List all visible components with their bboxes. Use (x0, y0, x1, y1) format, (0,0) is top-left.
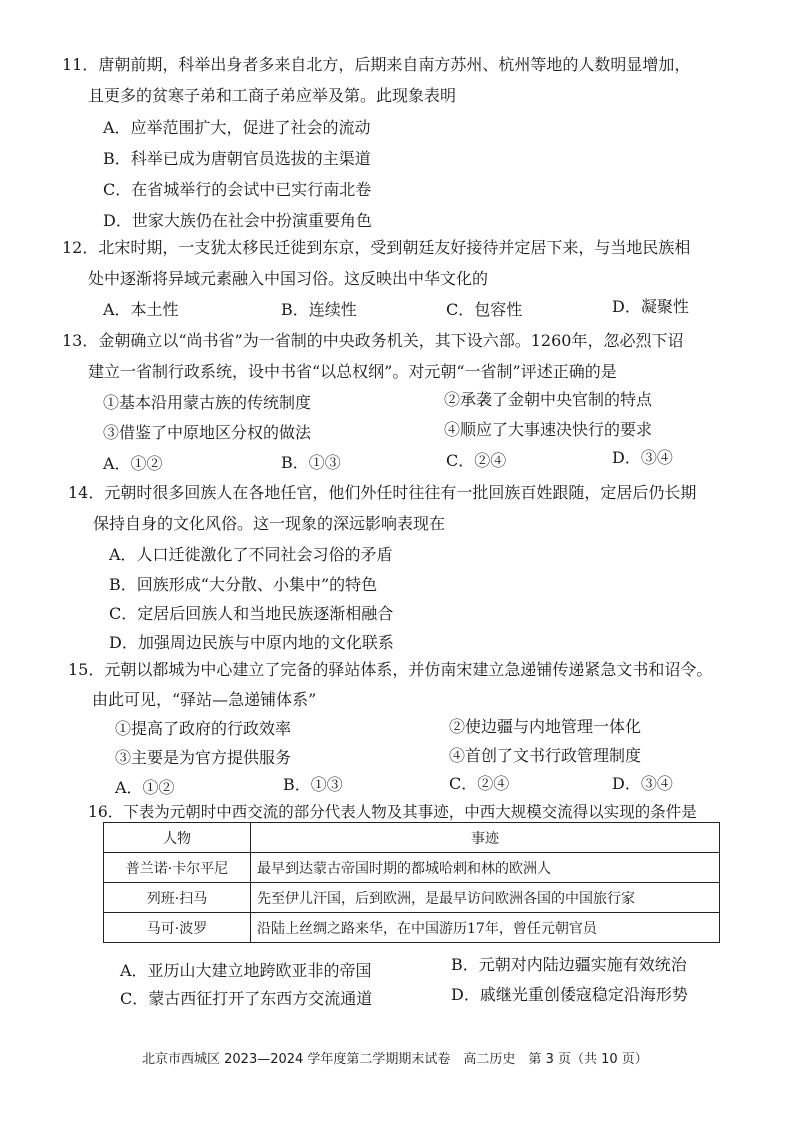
q15-option-b: B．①③ (283, 775, 343, 794)
q15-option-a: A．①② (115, 778, 175, 797)
q15-item-3: ③主要是为官方提供服务 (115, 748, 292, 767)
q14-option-b: B．回族形成“大分散、小集中”的特色 (109, 575, 378, 594)
q12-option-b: B．连续性 (281, 300, 357, 319)
q12-stem-line2: 处中逐渐将异域元素融入中国习俗。这反映出中华文化的 (88, 269, 489, 288)
q15-option-d: D．③④ (612, 774, 673, 793)
q13-item-1: ①基本沿用蒙古族的传统制度 (103, 393, 312, 412)
q12-option-c: C．包容性 (446, 300, 523, 319)
q16-table (103, 822, 720, 943)
q16-option-c: C．蒙古西征打开了东西方交流通道 (120, 989, 373, 1008)
table-row (104, 913, 720, 943)
page-footer: 北京市西城区 2023—2024 学年度第二学期期末试卷 高二历史 第 3 页（共 10 页） (142, 1052, 648, 1067)
q16-option-d: D．戚继光重创倭寇稳定沿海形势 (451, 985, 688, 1004)
q15-item-1: ①提高了政府的行政效率 (115, 719, 292, 738)
q11-option-d: D．世家大族仍在社会中扮演重要角色 (103, 211, 372, 230)
table-row (104, 853, 720, 883)
table-header-person: 人物 (104, 823, 251, 853)
q13-option-c: C．②④ (446, 451, 507, 470)
q13-option-b: B．①③ (281, 453, 341, 472)
q15-option-c: C．②④ (449, 774, 510, 793)
q13-item-2: ②承袭了金朝中央官制的特点 (444, 390, 653, 409)
table-cell-person: 列班·扫马 (104, 883, 251, 913)
q14-option-d: D．加强周边民族与中原内地的文化联系 (109, 633, 394, 652)
q11-option-b: B．科举已成为唐朝官员选拔的主渠道 (103, 149, 371, 168)
q13-option-d: D．③④ (612, 448, 673, 467)
table-cell-person: 马可·波罗 (104, 913, 251, 943)
q13-item-4: ④顺应了大事速决快行的要求 (444, 420, 653, 439)
q12-option-a: A．本土性 (103, 300, 179, 319)
table-cell-deeds: 最早到达蒙古帝国时期的都城哈剌和林的欧洲人 (251, 853, 720, 883)
table-cell-deeds: 先至伊儿汗国，后到欧洲，是最早访问欧洲各国的中国旅行家 (251, 883, 720, 913)
q15-item-4: ④首创了文书行政管理制度 (449, 746, 642, 765)
q13-option-a: A．①② (103, 454, 163, 473)
q15-item-2: ②使边疆与内地管理一体化 (449, 717, 642, 736)
q11-option-c: C．在省城举行的会试中已实行南北卷 (103, 180, 372, 199)
table-header-row (104, 823, 720, 853)
q15-stem-line1: 15．元朝以都城为中心建立了完备的驿站体系，并仿南宋建立急递铺传递紧急文书和诏令。 (68, 660, 713, 679)
q14-option-c: C．定居后回族人和当地民族逐渐相融合 (109, 604, 394, 623)
q13-stem-line2: 建立一省制行政系统，设中书省“以总权纲”。对元朝“一省制”评述正确的是 (88, 362, 617, 381)
q15-stem-line2: 由此可见，“驿站—急递铺体系” (92, 690, 317, 709)
q16-option-b: B．元朝对内陆边疆实施有效统治 (451, 955, 687, 974)
q14-stem-line1: 14．元朝时很多回族人在各地任官，他们外任时往往有一批回族百姓跟随，定居后仍长期 (68, 483, 697, 502)
q13-item-3: ③借鉴了中原地区分权的做法 (103, 423, 312, 442)
table-cell-deeds: 沿陆上丝绸之路来华，在中国游历17年，曾任元朝官员 (251, 913, 720, 943)
q14-stem-line2: 保持自身的文化风俗。这一现象的深远影响表现在 (93, 514, 446, 533)
table-row (104, 883, 720, 913)
q11-stem-line2: 且更多的贫寒子弟和工商子弟应举及第。此现象表明 (88, 86, 457, 105)
q16-option-a: A．亚历山大建立地跨欧亚非的帝国 (120, 961, 372, 980)
q12-option-d: D．凝聚性 (612, 297, 689, 316)
q12-stem-line1: 12．北宋时期，一支犹太移民迁徙到东京，受到朝廷友好接待并定居下来，与当地民族相 (62, 238, 691, 257)
q11-stem-line1: 11．唐朝前期，科举出身者多来自北方，后期来自南方苏州、杭州等地的人数明显增加， (62, 55, 691, 74)
q11-option-a: A．应举范围扩大，促进了社会的流动 (103, 118, 371, 137)
q14-option-a: A．人口迁徙激化了不同社会习俗的矛盾 (109, 545, 393, 564)
table-cell-person: 普兰诺·卡尔平尼 (104, 853, 251, 883)
q13-stem-line1: 13．金朝确立以“尚书省”为一省制的中央政务机关，其下设六部。1260年，忽必烈下诏 (62, 331, 684, 350)
table-header-deeds: 事迹 (251, 823, 720, 853)
q16-stem: 16．下表为元朝时中西交流的部分代表人物及其事迹，中西大规模交流得以实现的条件是 (88, 803, 697, 821)
